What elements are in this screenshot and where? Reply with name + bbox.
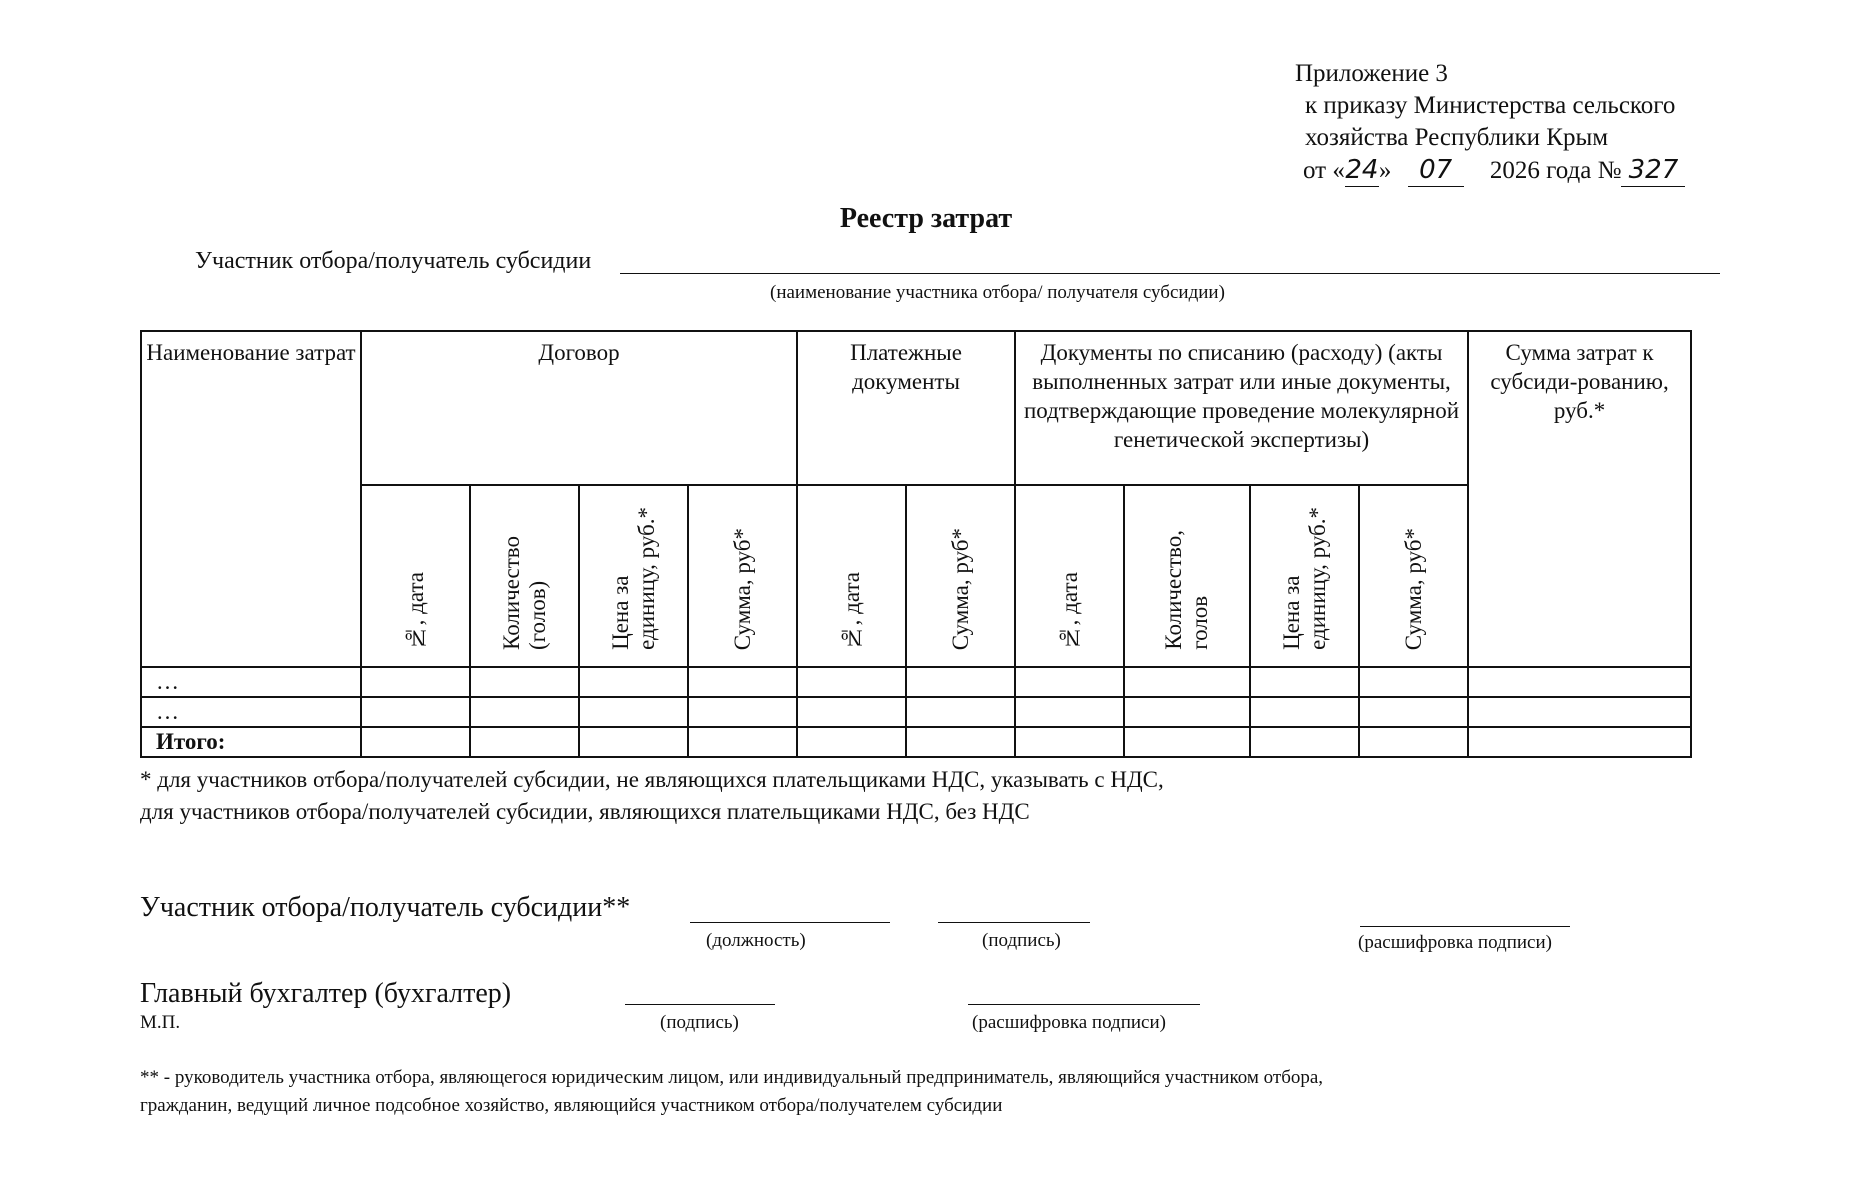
position-caption: (должность) (706, 930, 806, 951)
header-payment-docs: Платежные документы (797, 331, 1015, 485)
header-cost-name: Наименование затрат (141, 331, 361, 667)
subheader-writeoff-number-date: №, дата (1015, 485, 1124, 667)
subheader-payment-number-date: №, дата (797, 485, 906, 667)
participant-signature-label: Участник отбора/получатель субсидии** (140, 892, 631, 923)
order-day: 24 (1345, 155, 1379, 185)
stamp-place-label: М.П. (140, 1012, 181, 1033)
subheader-writeoff-quantity: Количество, голов (1124, 485, 1250, 667)
sub-header-row (141, 485, 1691, 667)
signature-caption: (подпись) (982, 930, 1061, 951)
participant-name-line (620, 273, 1720, 274)
participant-hint: (наименование участника отбора/ получателя субсидии) (770, 282, 1225, 303)
table-row (141, 697, 1691, 727)
signature-line (938, 922, 1090, 923)
accountant-transcript-line (968, 1004, 1200, 1005)
accountant-signature-line (625, 1004, 775, 1005)
subheader-writeoff-sum: Сумма, руб* (1359, 485, 1468, 667)
subheader-contract-number-date: №, дата (361, 485, 470, 667)
subheader-contract-unit-price: Цена за единицу, руб.* (579, 485, 688, 667)
subheader-payment-sum: Сумма, руб* (906, 485, 1015, 667)
accountant-signature-label: Главный бухгалтер (бухгалтер) (140, 978, 512, 1009)
subheader-contract-quantity: Количество (голов) (470, 485, 579, 667)
subheader-writeoff-unit-price: Цена за единицу, руб.* (1250, 485, 1359, 667)
accountant-signature-caption: (подпись) (660, 1012, 739, 1033)
order-date-line: от «24» 07 2026 года № 327 (1295, 154, 1685, 187)
transcript-caption: (расшифровка подписи) (1358, 932, 1552, 953)
approval-header (1295, 58, 1685, 187)
table-row (141, 667, 1691, 697)
appendix-label: Приложение 3 (1295, 60, 1448, 87)
total-label: Итого: (141, 727, 361, 757)
total-row (141, 727, 1691, 757)
order-line: к приказу Министерства сельского (1305, 92, 1676, 119)
accountant-transcript-caption: (расшифровка подписи) (972, 1012, 1166, 1033)
subheader-contract-sum: Сумма, руб* (688, 485, 797, 667)
ministry-line: хозяйства Республики Крым (1305, 124, 1609, 151)
row-label: … (141, 667, 361, 697)
order-month: 07 (1408, 154, 1464, 187)
head-footnote: ** - руководитель участника отбора, являющегося юридическим лицом, или индивидуальный предприниматель, являющийся участником отбора, гражданин, ведущий личное подсобное хозяйство, являющийся участником отбора/получателем субсидии (140, 1067, 1324, 1116)
cost-registry-table (140, 330, 1692, 758)
page-title: Реестр затрат (839, 203, 1013, 234)
transcript-line (1360, 926, 1570, 927)
header-subsidy-sum: Сумма затрат к субсиди-рованию, руб.* (1468, 331, 1691, 667)
position-line (690, 922, 890, 923)
vat-footnote: * для участников отбора/получателей субсидии, не являющихся плательщиками НДС, указывать с НДС, для участников отбора/получателей субсидии, являющихся плательщиками НДС, без НДС (140, 767, 1164, 824)
header-contract: Договор (361, 331, 797, 485)
order-number: 327 (1621, 154, 1685, 187)
row-label: … (141, 697, 361, 727)
group-header-row (141, 331, 1691, 485)
header-writeoff-docs: Документы по списанию (расходу) (акты выполненных затрат или иные документы, подтверждающие проведение молекулярной генетической экспертизы) (1015, 331, 1468, 485)
participant-label: Участник отбора/получатель субсидии (195, 248, 592, 274)
